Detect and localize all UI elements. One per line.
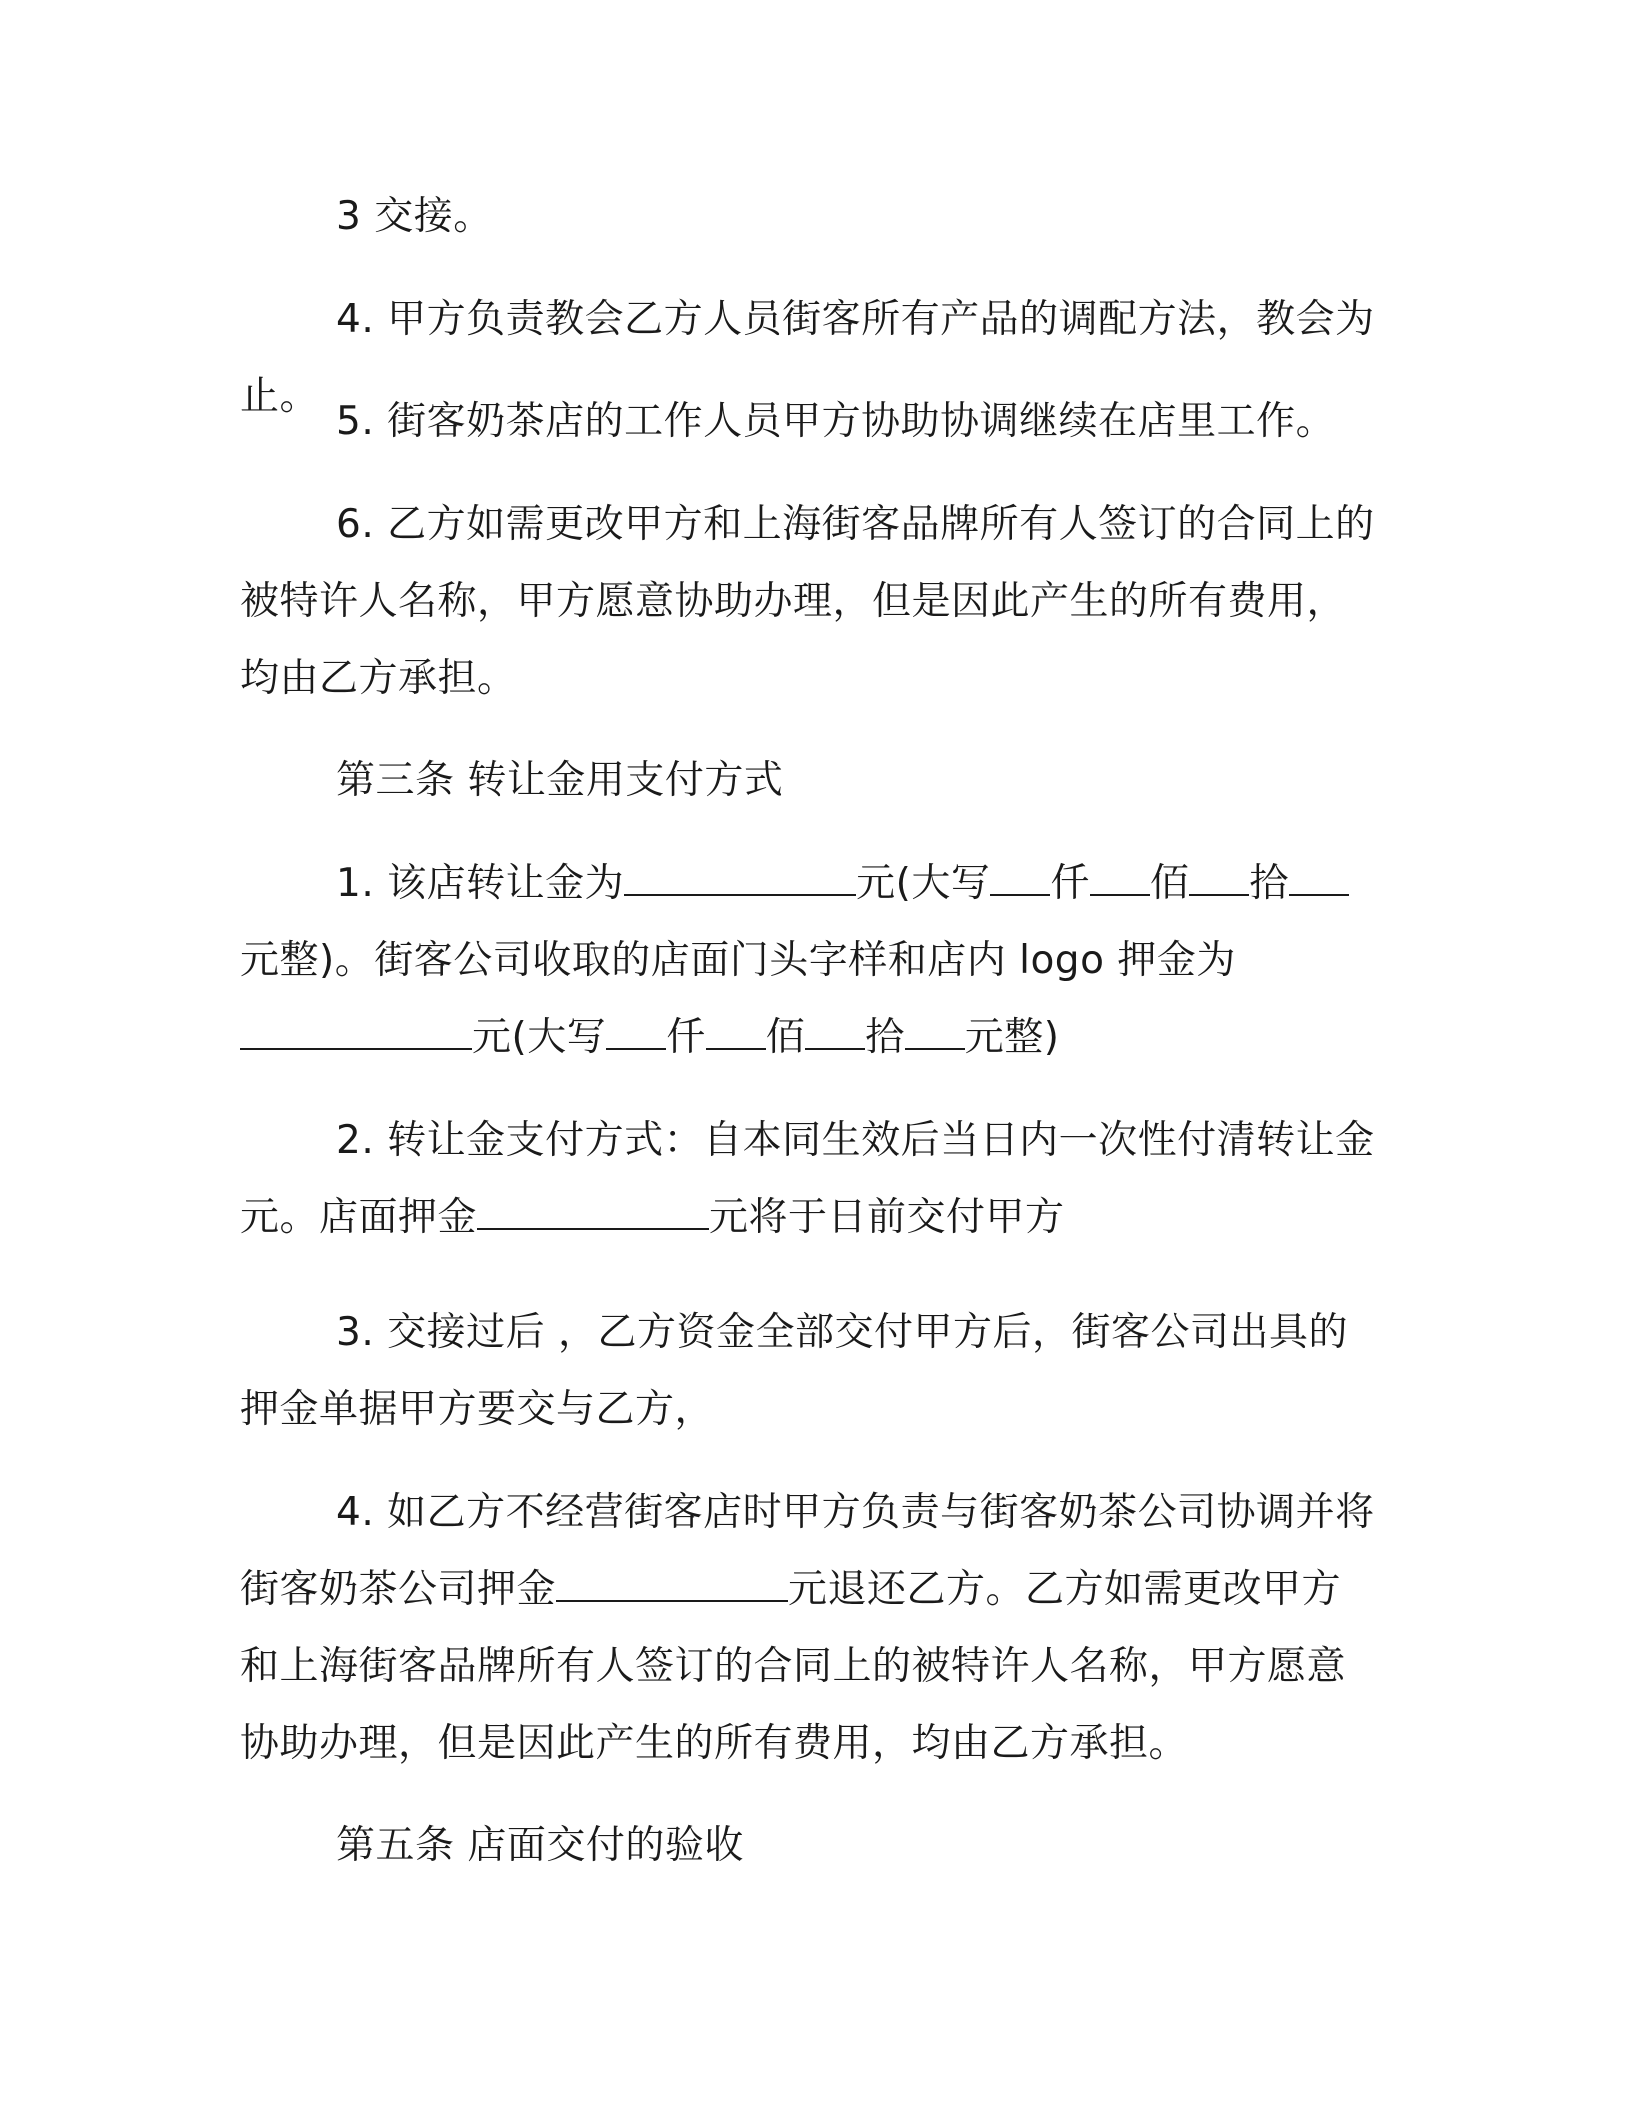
paragraph-name-change: 6. 乙方如需更改甲方和上海街客品牌所有人签订的合同上的被特许人名称，甲方愿意协助办理，但是因此产生的所有费用，均由乙方承担。 xyxy=(240,502,1375,701)
text-segment: 2. 转让金支付方式：自本同生效后当日内一次性付清转让金 元。店面押金 xyxy=(240,1118,1375,1240)
text-segment: 佰 xyxy=(1149,861,1190,906)
fill-blank[interactable] xyxy=(1189,860,1249,896)
text-segment: 元整) xyxy=(964,1015,1060,1060)
text-segment: 元(大写 xyxy=(856,861,991,906)
section-heading-article-5: 第五条 店面交付的验收 xyxy=(336,1823,744,1868)
paragraph-training: 4. 甲方负责教会乙方人员街客所有产品的调配方法，教会为止。 xyxy=(240,297,1375,419)
paragraph-transfer-fee xyxy=(240,845,1380,1076)
fill-blank[interactable] xyxy=(240,1014,472,1050)
text-segment: 元整)。街客公司收取的店面门头字样和店内 logo 押金为 xyxy=(240,938,1236,983)
fill-blank[interactable] xyxy=(805,1014,865,1050)
text-segment: 元将于日前交付甲方 xyxy=(709,1195,1065,1240)
text-segment: 拾 xyxy=(865,1015,905,1060)
text-segment: 1. 该店转让金为 xyxy=(336,861,625,906)
fill-blank[interactable] xyxy=(624,860,856,896)
text-segment: 元退还乙方。乙方如需更改甲方和上海街客品牌所有人签订的合同上的被特许人名称，甲方愿意协助办理，但是因此产生的所有费用，均由乙方承担。 xyxy=(240,1567,1347,1766)
fill-blank[interactable] xyxy=(1289,860,1349,896)
fill-blank[interactable] xyxy=(1090,860,1150,896)
text-segment: 佰 xyxy=(765,1015,806,1060)
fill-blank[interactable] xyxy=(905,1014,965,1050)
fill-blank[interactable] xyxy=(477,1194,709,1230)
text-segment: 4. 如乙方不经营街客店时甲方负责与街客奶茶公司协调并将街客奶茶公司押金 xyxy=(240,1490,1375,1612)
paragraph-handover: 3 交接。 xyxy=(336,194,493,239)
text-segment: 拾 xyxy=(1249,861,1289,906)
section-heading-article-3: 第三条 转让金用支付方式 xyxy=(336,758,784,803)
text-segment: 元(大写 xyxy=(472,1015,607,1060)
paragraph-deposit-refund xyxy=(240,1474,1380,1782)
paragraph-staff: 5. 街客奶茶店的工作人员甲方协助协调继续在店里工作。 xyxy=(336,399,1336,444)
text-segment: 仟 xyxy=(666,1015,706,1060)
text-segment: 仟 xyxy=(1050,861,1090,906)
fill-blank[interactable] xyxy=(706,1014,766,1050)
paragraph-deposit-receipt: 3. 交接过后 ，乙方资金全部交付甲方后，街客公司出具的押金单据甲方要交与乙方， xyxy=(240,1310,1349,1432)
fill-blank[interactable] xyxy=(606,1014,666,1050)
paragraph-payment-method xyxy=(240,1102,1380,1256)
fill-blank[interactable] xyxy=(990,860,1050,896)
fill-blank[interactable] xyxy=(556,1566,788,1602)
